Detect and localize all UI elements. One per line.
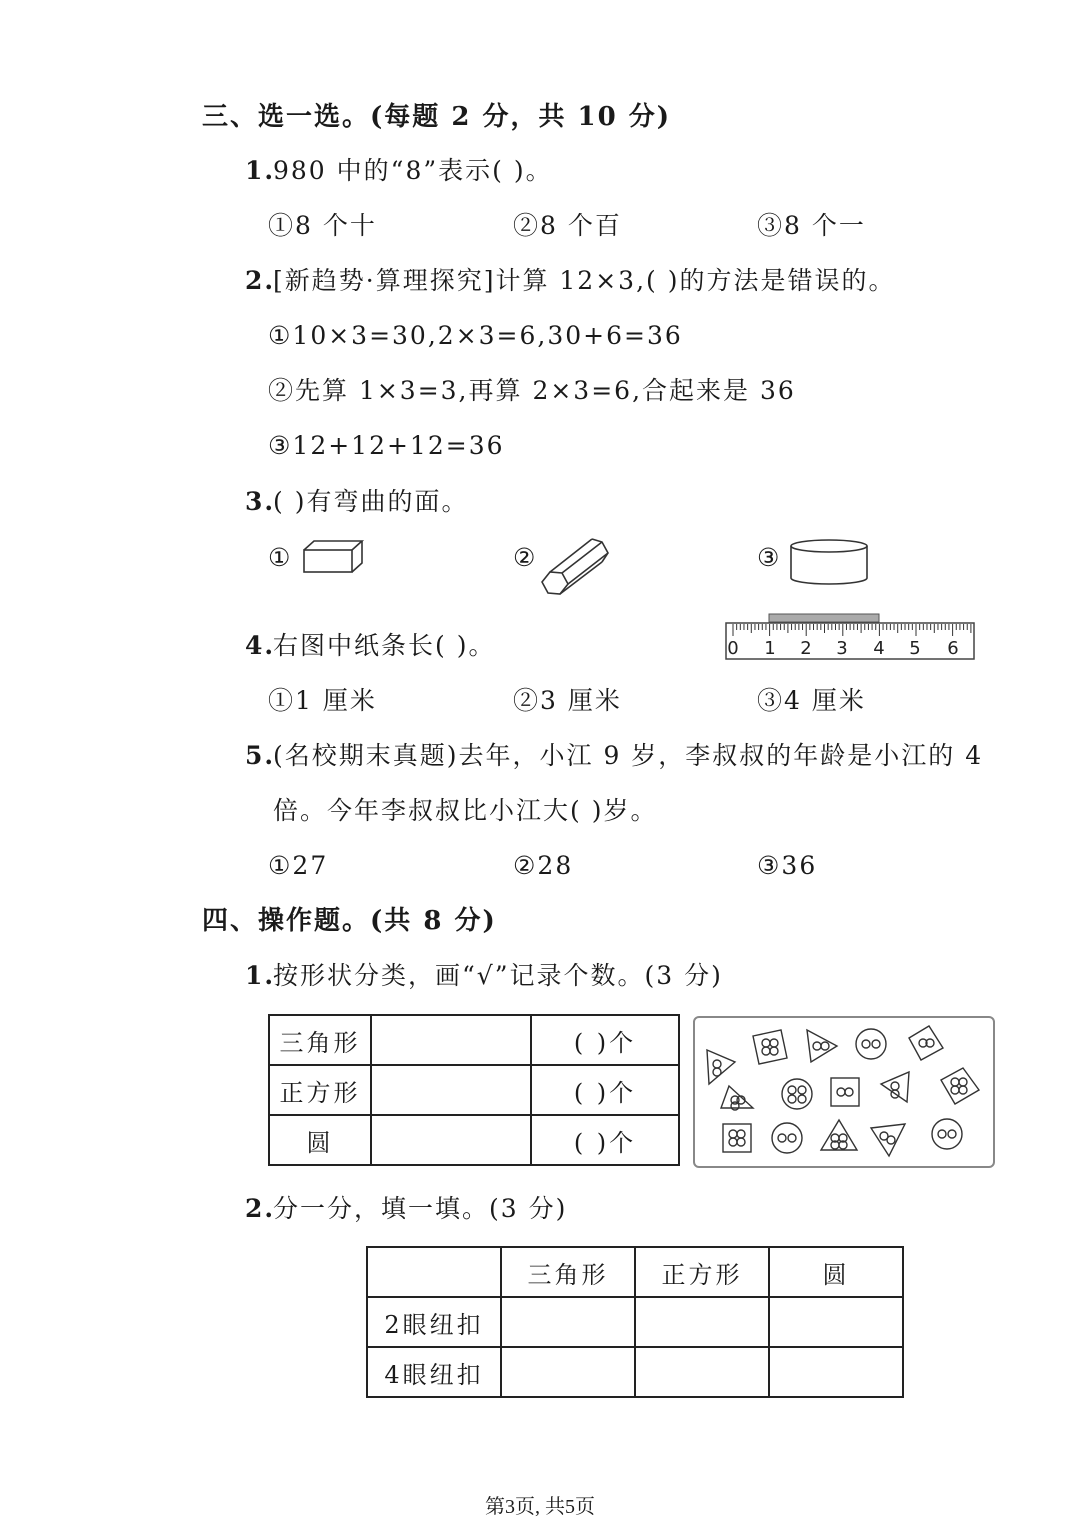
q5-text-line2: 倍。今年李叔叔比小江大( )岁。 (273, 796, 658, 825)
op2-text: 分一分，填一填。(3 分) (273, 1194, 568, 1223)
q1-number: 1. (245, 156, 276, 185)
count-cell-square[interactable]: ( )个 (531, 1065, 679, 1115)
square-button-icon (941, 1068, 979, 1104)
ruler-label-6: 6 (947, 638, 959, 659)
q1-option-2[interactable]: ②8 个百 (513, 211, 622, 240)
q3-option-3-label[interactable]: ③ (757, 543, 782, 572)
triangle-button-icon (721, 1086, 753, 1110)
header-triangle: 三角形 (501, 1247, 635, 1297)
cell-4-holes-triangle[interactable] (501, 1347, 635, 1397)
shape-count-table (268, 1014, 680, 1166)
q4-text: 右图中纸条长( )。 (273, 631, 496, 660)
corner-cell (367, 1247, 501, 1297)
ruler-label-3: 3 (836, 638, 848, 659)
cuboid-figure (300, 538, 366, 578)
ruler-with-paper-strip (725, 612, 977, 662)
q3-text: ( )有弯曲的面。 (273, 487, 469, 516)
q5-text-line1: (名校期末真题)去年，小江 9 岁，李叔叔的年龄是小江的 4 (273, 741, 984, 770)
q3-option-2-label[interactable]: ② (513, 543, 538, 572)
square-button-icon (723, 1124, 751, 1152)
tally-cell-square[interactable] (371, 1065, 531, 1115)
page-footer: 第3页, 共5页 (485, 1496, 595, 1518)
q2-option-1[interactable]: ①10×3=30,2×3=6,30+6=36 (268, 321, 683, 350)
hexagonal-prism-figure (538, 536, 614, 604)
tally-cell-circle[interactable] (371, 1115, 531, 1165)
q4-option-3[interactable]: ③4 厘米 (757, 686, 866, 715)
section-3-title: 三、选一选。(每题 2 分，共 10 分) (202, 102, 672, 132)
q1-option-1[interactable]: ①8 个十 (268, 211, 377, 240)
q2-number: 2. (245, 266, 276, 295)
section-4-title: 四、操作题。(共 8 分) (202, 906, 497, 936)
ruler-label-1: 1 (764, 638, 776, 659)
q5-option-2[interactable]: ②28 (513, 851, 574, 880)
triangle-button-icon (871, 1124, 905, 1156)
cell-2-holes-square[interactable] (635, 1297, 769, 1347)
cell-2-holes-triangle[interactable] (501, 1297, 635, 1347)
header-circle: 圆 (769, 1247, 903, 1297)
op1-text: 按形状分类，画“√”记录个数。(3 分) (273, 961, 723, 990)
q5-number: 5. (245, 741, 276, 770)
q1-text: 980 中的“8”表示( )。 (273, 156, 553, 185)
triangle-button-icon (821, 1120, 857, 1150)
paper-strip (769, 614, 879, 622)
buttons-picture (693, 1016, 993, 1166)
triangle-button-icon (881, 1072, 909, 1102)
circle-button-icon (856, 1029, 886, 1059)
circle-button-icon (932, 1119, 962, 1149)
tally-cell-triangle[interactable] (371, 1015, 531, 1065)
header-square: 正方形 (635, 1247, 769, 1297)
q3-number: 3. (245, 487, 276, 516)
cylinder-figure (789, 538, 873, 588)
q4-option-2[interactable]: ②3 厘米 (513, 686, 622, 715)
triangle-button-icon (707, 1050, 735, 1084)
ruler-label-0: 0 (727, 638, 739, 659)
triangle-button-icon (807, 1030, 837, 1062)
q3-option-1-label[interactable]: ① (268, 543, 293, 572)
square-button-icon (753, 1030, 787, 1064)
row-label-square: 正方形 (269, 1065, 371, 1115)
q4-number: 4. (245, 631, 276, 660)
circle-button-icon (772, 1123, 802, 1153)
ruler-label-2: 2 (800, 638, 812, 659)
square-button-icon (831, 1078, 859, 1106)
q2-option-3[interactable]: ③12+12+12=36 (268, 431, 505, 460)
cell-2-holes-circle[interactable] (769, 1297, 903, 1347)
button-classification-table (366, 1246, 904, 1398)
row-label-2-holes: 2眼纽扣 (367, 1297, 501, 1347)
q5-option-1[interactable]: ①27 (268, 851, 329, 880)
q4-option-1[interactable]: ①1 厘米 (268, 686, 377, 715)
row-label-triangle: 三角形 (269, 1015, 371, 1065)
q2-text: [新趋势·算理探究]计算 12×3,( )的方法是错误的。 (273, 266, 896, 295)
circle-button-icon (782, 1079, 812, 1109)
q5-option-3[interactable]: ③36 (757, 851, 818, 880)
row-label-circle: 圆 (269, 1115, 371, 1165)
row-label-4-holes: 4眼纽扣 (367, 1347, 501, 1397)
op2-number: 2. (245, 1194, 276, 1223)
op1-number: 1. (245, 961, 276, 990)
ruler-label-4: 4 (873, 638, 885, 659)
q2-option-2[interactable]: ②先算 1×3=3,再算 2×3=6,合起来是 36 (268, 376, 796, 405)
q1-option-3[interactable]: ③8 个一 (757, 211, 866, 240)
count-cell-triangle[interactable]: ( )个 (531, 1015, 679, 1065)
cell-4-holes-square[interactable] (635, 1347, 769, 1397)
ruler-label-5: 5 (909, 638, 921, 659)
count-cell-circle[interactable]: ( )个 (531, 1115, 679, 1165)
cell-4-holes-circle[interactable] (769, 1347, 903, 1397)
square-button-icon (909, 1026, 943, 1060)
